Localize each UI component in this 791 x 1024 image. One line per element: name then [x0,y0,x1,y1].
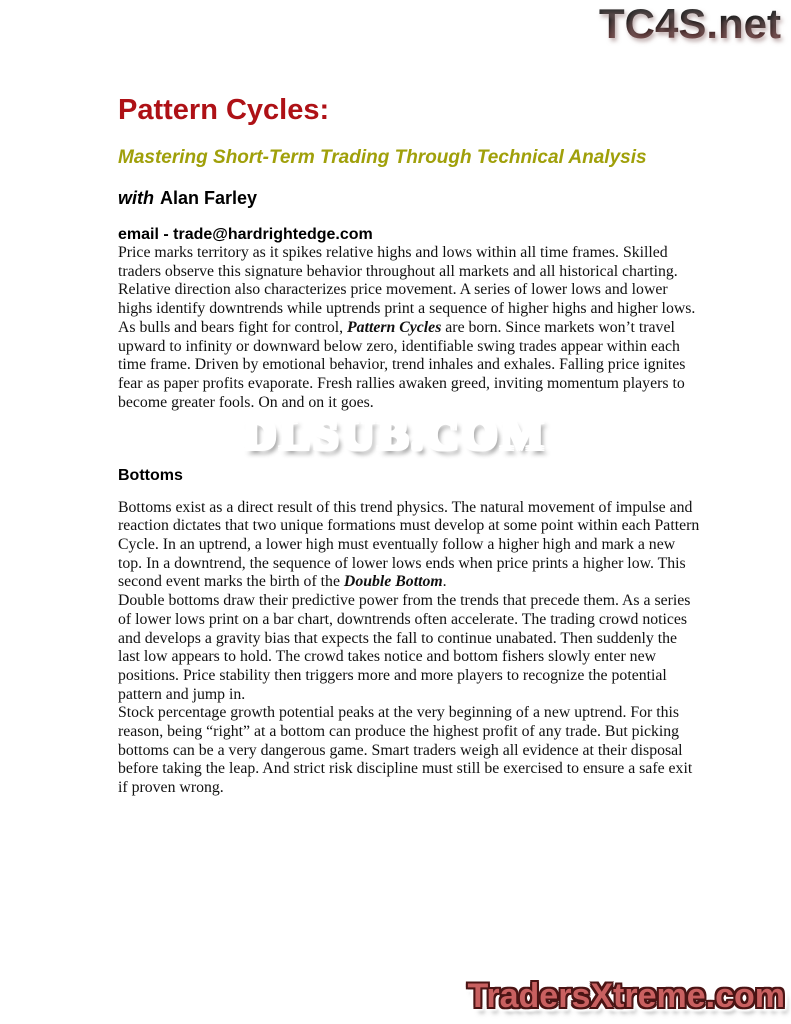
paragraph-bottoms-2: Double bottoms draw their predictive power from the trends that precede them. As a series of lower lows print on a bar chart, downtrends often accelerate. The trading crowd notices and develops a gravity bias that expects the fall to continue unabated. Then suddenly the last low appears to hold. The crowd takes notice and bottom fishers slowly enter new positions. Price stability then triggers more and more players to recognize the potential pattern and jump in. [118,592,691,703]
text-column [118,0,700,798]
section-heading-bottoms: Bottoms [118,467,183,485]
paragraph-intro-2-text-after: are born. Since markets won’t travel upward to infinity or downward below zero, identifiable swing trades appear within each time frame. Driven by emotional behavior, trend inhales and exhales. Falling price ignites fear as paper profits evaporate. Fresh rallies awaken greed, inviting momentum players to become greater fools. On and on it goes. [118,318,686,411]
byline-prefix: with [118,188,154,208]
paragraph-bottoms-3: Stock percentage growth potential peaks at the very beginning of a new uptrend. For this reason, being “right” at a bottom can produce the highest profit of any trade. But picking bottoms can be a very dangerous game. Smart traders weigh all evidence at their disposal before taking the leap. And strict risk discipline must still be exercised to ensure a safe exit if proven wrong. [118,704,693,797]
paragraph-bottoms-1-text: Bottoms exist as a direct result of this trend physics. The natural movement of impulse and reaction dictates that two unique formations must develop at some point within each Pattern Cycle. In an uptrend, a lower high must eventually follow a higher high and mark a new top. In a downtrend, the sequence of lower lows ends when price prints a higher low. This second event marks the birth of the [118,498,700,591]
page-title: Pattern Cycles: [118,94,330,126]
paragraph-bottoms-1 [118,499,700,593]
contact-email-line: email - trade@hardrightedge.com [118,226,373,243]
middle-watermark-row [0,413,791,459]
paragraph-intro-1: Price marks territory as it spikes relative highs and lows within all time frames. Skilled traders observe this signature behavior throughout all markets and all historical charting. Relative direction also characterizes price movement. A series of lower lows and lower highs identify downtrends while uptrends print a sequence of higher highs and higher lows. [118,244,696,318]
dlsub-watermark-logo: DLSUB.COM [243,412,548,460]
byline [118,188,700,208]
tc4s-watermark-logo: TC4S.net [598,0,781,47]
paragraph-intro-2 [118,319,700,413]
double-bottom-emphasis: Double Bottom [343,573,443,591]
page-subtitle: Mastering Short-Term Trading Through Technical Analysis [118,147,647,168]
paragraph-intro-2-text: As bulls and bears fight for control, [118,318,348,336]
pattern-cycles-emphasis: Pattern Cycles [347,318,442,336]
byline-author-name: Alan Farley [160,188,258,208]
tradersxtreme-watermark-logo: TradersXtreme.com [467,977,785,1015]
paragraph-bottoms-1-text-after: . [442,573,447,591]
